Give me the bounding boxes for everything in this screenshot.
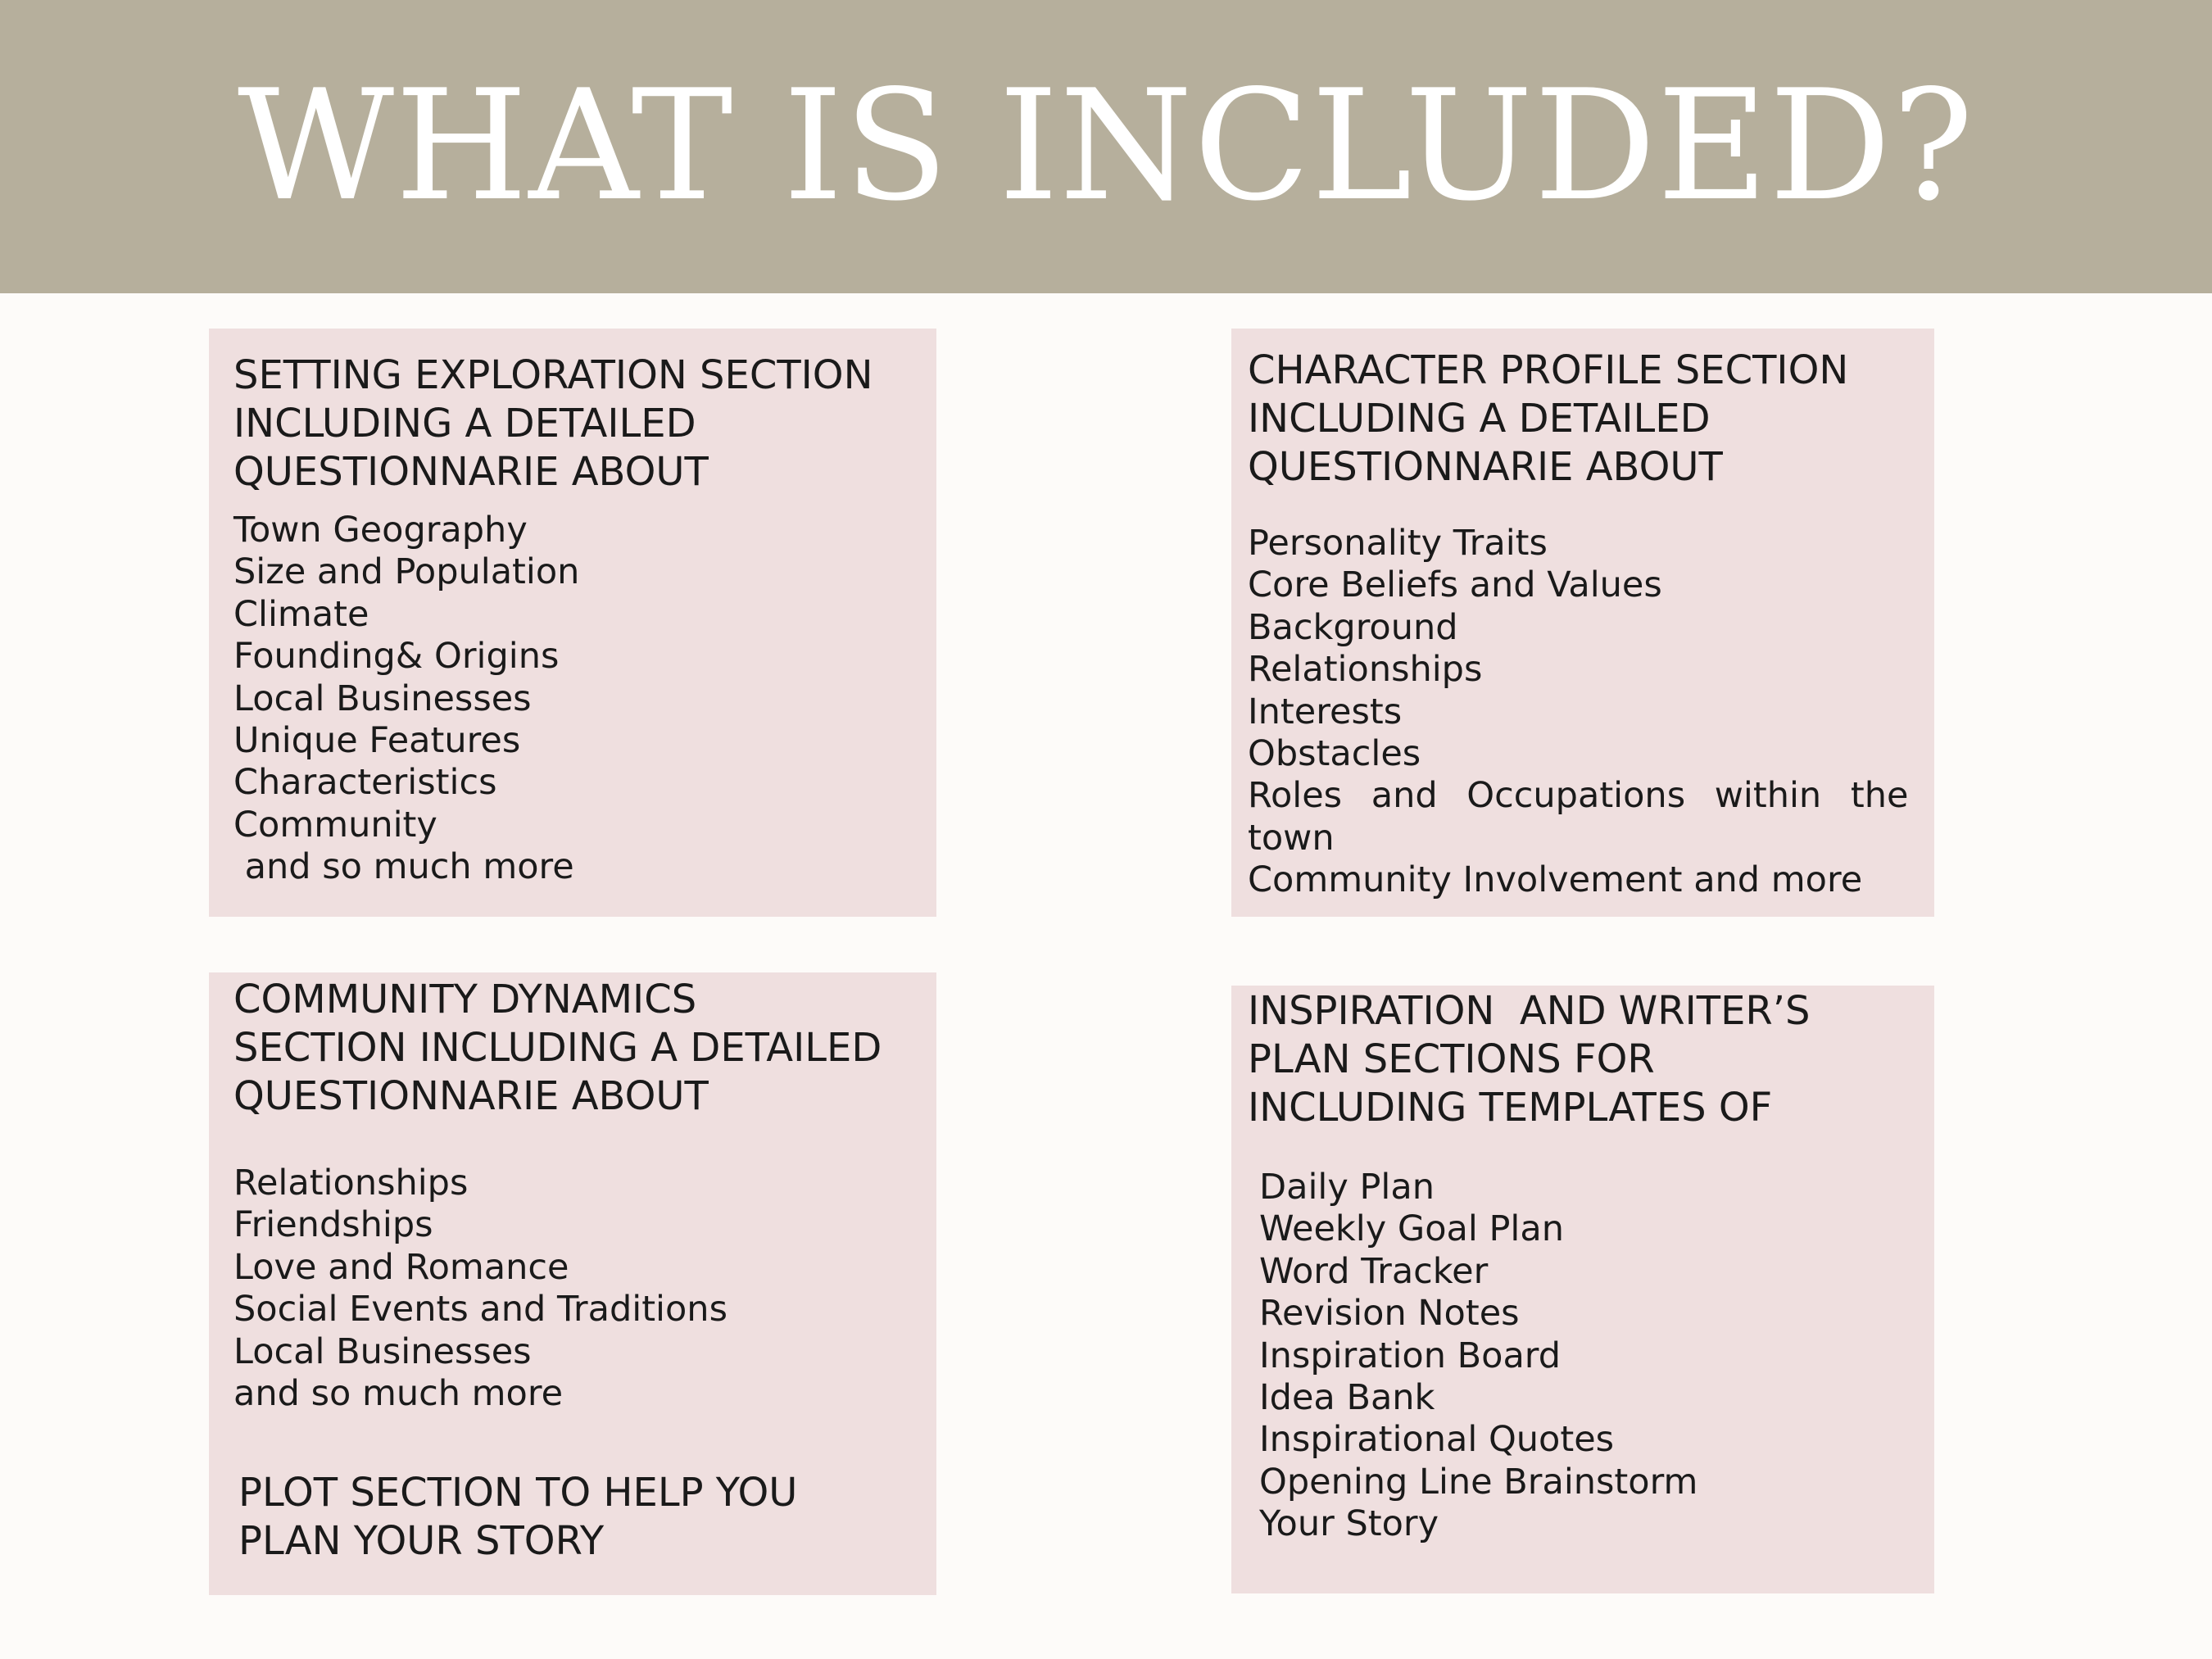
heading-line: PLAN YOUR STORY: [238, 1518, 605, 1564]
heading-line: PLAN SECTIONS FOR: [1248, 1036, 1655, 1082]
list-item: Climate: [233, 593, 369, 635]
list-item: Inspirational Quotes: [1259, 1419, 1615, 1461]
heading-line: INSPIRATION AND WRITER’S: [1248, 988, 1811, 1034]
heading-line: INCLUDING TEMPLATES OF: [1248, 1085, 1773, 1131]
list-item: town: [1248, 817, 1335, 859]
list-item: Opening Line Brainstorm: [1259, 1461, 1698, 1503]
inspiration-plan-card: [1231, 986, 1934, 1593]
list-item: Unique Features: [233, 720, 521, 762]
list-item: Relationships: [1248, 649, 1483, 691]
inspiration-items-list: [1259, 1167, 1698, 1546]
character-profile-card: [1231, 329, 1934, 917]
list-item: Your Story: [1259, 1503, 1439, 1545]
heading-line: SETTING EXPLORATION SECTION: [233, 352, 873, 398]
list-item: Size and Population: [233, 551, 580, 593]
list-item: Daily Plan: [1259, 1167, 1435, 1208]
setting-items-list: [233, 510, 579, 889]
community-items-list: [233, 1163, 728, 1415]
page-title: WHAT IS INCLUDED?: [237, 57, 1975, 234]
list-item: Interests: [1248, 691, 1403, 732]
character-items-list: [1248, 523, 1908, 902]
heading-line: INCLUDING A DETAILED: [233, 401, 696, 446]
list-item: Community Involvement and more: [1248, 859, 1863, 901]
list-item: Local Businesses: [233, 1330, 532, 1372]
list-item: Characteristics: [233, 762, 497, 804]
community-dynamics-card: [209, 972, 936, 1595]
inspiration-heading: [1248, 987, 1810, 1132]
list-item: Town Geography: [233, 510, 528, 551]
plot-section-heading: [238, 1469, 797, 1566]
list-item: and so much more: [233, 1373, 564, 1415]
heading-line: CHARACTER PROFILE SECTION: [1248, 347, 1849, 393]
heading-line: QUESTIONNARIE ABOUT: [233, 449, 709, 495]
list-item: Community: [233, 804, 437, 845]
heading-line: QUESTIONNARIE ABOUT: [233, 1073, 709, 1119]
heading-line: SECTION INCLUDING A DETAILED: [233, 1025, 882, 1071]
heading-line: PLOT SECTION TO HELP YOU: [238, 1470, 798, 1516]
heading-line: QUESTIONNARIE ABOUT: [1248, 444, 1723, 490]
list-item: Obstacles: [1248, 733, 1421, 775]
list-item: Friendships: [233, 1204, 433, 1246]
community-heading: [233, 976, 882, 1121]
list-item: Personality Traits: [1248, 523, 1548, 564]
list-item: Inspiration Board: [1259, 1335, 1562, 1376]
title-banner: [0, 0, 2212, 293]
list-item: Revision Notes: [1259, 1293, 1520, 1335]
list-item: Local Businesses: [233, 678, 532, 719]
setting-heading: [233, 351, 873, 496]
character-heading: [1248, 347, 1848, 492]
list-item: Social Events and Traditions: [233, 1289, 728, 1330]
list-item: Founding& Origins: [233, 636, 560, 678]
list-item: Love and Romance: [233, 1246, 569, 1288]
list-item: Roles and Occupations within the: [1248, 775, 1909, 817]
heading-line: INCLUDING A DETAILED: [1248, 396, 1711, 442]
list-item: Word Tracker: [1259, 1250, 1489, 1292]
list-item: Idea Bank: [1259, 1377, 1435, 1419]
list-item: Weekly Goal Plan: [1259, 1208, 1564, 1250]
list-item: Relationships: [233, 1163, 469, 1203]
list-item: Core Beliefs and Values: [1248, 564, 1662, 606]
list-item: Background: [1248, 606, 1458, 648]
heading-line: COMMUNITY DYNAMICS: [233, 977, 697, 1022]
list-item: and so much more: [233, 846, 574, 888]
setting-exploration-card: [209, 329, 936, 917]
